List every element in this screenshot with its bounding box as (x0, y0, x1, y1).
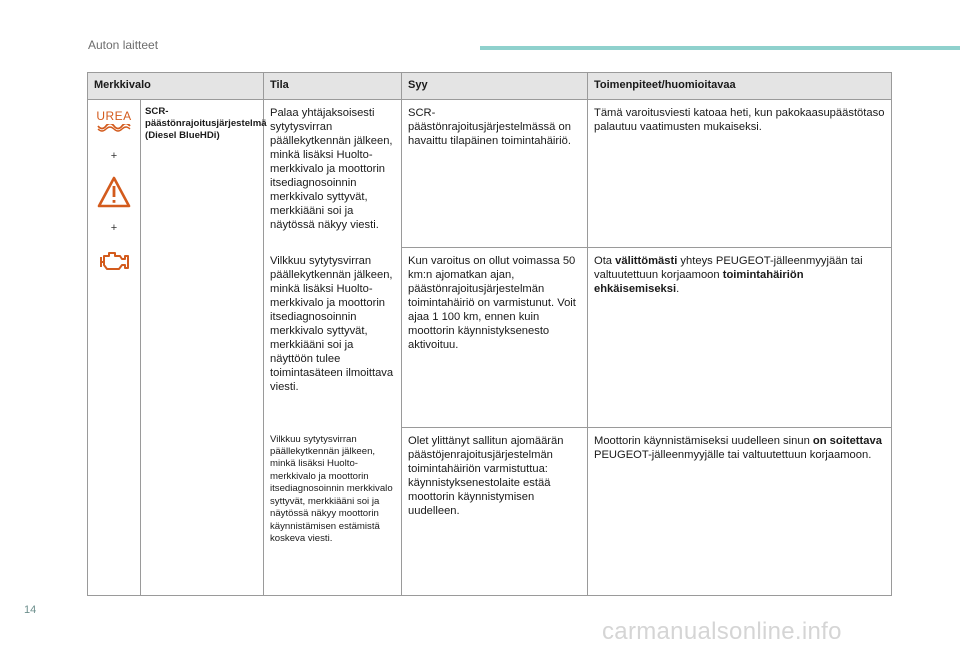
row2-bold-1: välittömästi (615, 255, 678, 267)
header-accent-bar (480, 46, 960, 50)
row1-toimenpiteet: Tämä varoitusviesti katoaa heti, kun pakokaasupäästötaso palautuu vaatimusten mukaiseksi. (588, 100, 892, 248)
header-syy: Syy (402, 73, 588, 100)
row3-text-1: Moottorin käynnistämiseksi uudelleen sinun (594, 435, 813, 447)
warning-light-table (87, 72, 892, 596)
row2-text-3: . (676, 283, 680, 295)
row2-text-1: Ota (594, 255, 616, 267)
row3-toimenpiteet (588, 428, 892, 596)
scr-label-cell: SCR-päästönrajoitusjärjestelmä (Diesel BlueHDi) (141, 100, 264, 596)
row3-syy: Olet ylittänyt sallitun ajomäärän päästöjenrajoitusjärjestelmän toimintahäiriön varmistuttua: käynnistyksenestolaite estää moottorin käynnistymisen uudelleen. (402, 428, 588, 596)
row1-syy: SCR-päästönrajoitusjärjestelmässä on havaittu tilapäinen toimintahäiriö. (402, 100, 588, 248)
plus-sign: + (110, 221, 118, 234)
urea-icon (96, 110, 131, 136)
row1-tila: Palaa yhtäjaksoisesti sytytysvirran päällekytkennän jälkeen, minkä lisäksi Huolto-merkkivalo ja moottorin itsediagnosoinnin merkkivalo syttyvät, merkkiääni soi ja näytössä näkyy viesti. (264, 100, 402, 248)
row3-bold-1: on soitettava (812, 435, 882, 447)
row2-syy: Kun varoitus on ollut voimassa 50 km:n ajomatkan ajan, päästönrajoitusjärjestelmän toimintahäiriö on varmistunut. Voit ajaa 1 100 km, ennen kuin moottorin käynnistyksenesto aktivoituu. (402, 248, 588, 428)
table-header-row (88, 73, 892, 100)
header-toimenpiteet: Toimenpiteet/huomioitavaa (588, 73, 892, 100)
row3-text-2: PEUGEOT-jälleenmyyjälle tai valtuutettuun korjaamoon. (594, 449, 872, 461)
row2-text-2: yhteys PEUGEOT-jälleenmyyjään tai valtuutettuun korjaamoon (594, 255, 863, 281)
section-title: Auton laitteet (88, 38, 159, 52)
row2-bold-2: toimintahäiriön ehkäisemiseksi (594, 269, 804, 295)
engine-icon (97, 248, 131, 272)
row3-tila: Vilkkuu sytytysvirran päällekytkennän jälkeen, minkä lisäksi Huolto-merkkivalo ja moottorin itsediagnosoinnin merkkivalo syttyvät, merkkiääni soi ja näytössä näkyy moottorin käynnistämisen estämistä koskeva viesti. (264, 428, 402, 596)
table-row (88, 100, 892, 248)
page-number: 14 (24, 604, 37, 616)
plus-sign: + (110, 150, 118, 162)
wave-icon (97, 124, 131, 132)
row2-toimenpiteet (588, 248, 892, 428)
header-merkkivalo: Merkkivalo (88, 73, 264, 100)
row2-tila: Vilkkuu sytytysvirran päällekytkennän jälkeen, minkä lisäksi Huolto-merkkivalo ja moottorin itsediagnosoinnin merkkivalo syttyvät, merkkiääni soi ja näyttöön tulee toimintasäteen ilmoittava viesti. (264, 248, 402, 428)
header-tila: Tila (264, 73, 402, 100)
icons-cell (88, 100, 141, 596)
warning-triangle-icon (97, 176, 131, 208)
watermark-text: carmanualsonline.info (602, 618, 842, 645)
urea-icon-label: UREA (96, 109, 132, 123)
